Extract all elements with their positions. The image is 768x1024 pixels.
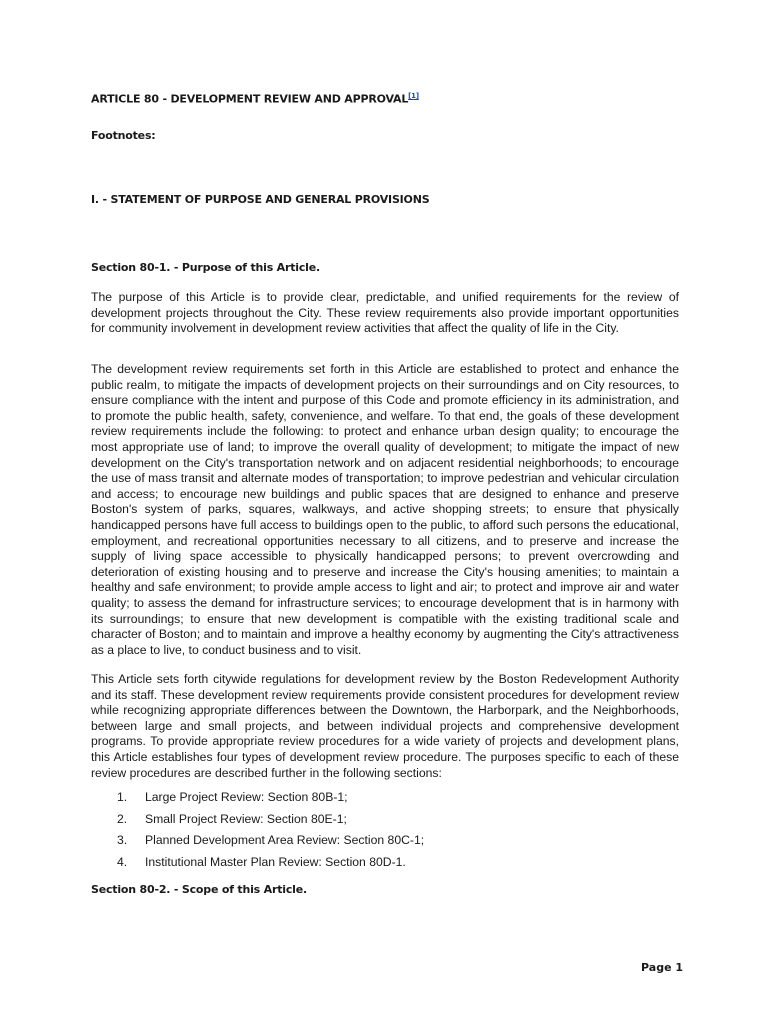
section-80-2-title: Section 80-2. - Scope of this Article. [91,883,307,896]
review-procedures-list [91,790,679,876]
list-item-text: Large Project Review: Section 80B-1; [145,790,348,804]
page-number: Page 1 [641,961,684,974]
list-item-number: 4. [117,854,128,869]
part-title: I. - STATEMENT OF PURPOSE AND GENERAL PROVISIONS [91,193,430,206]
list-item [91,790,679,812]
list-item [91,812,679,834]
list-item-number: 3. [117,833,128,848]
section-80-1-paragraph-2: The development review requirements set forth in this Article are established to protect and enhance the public realm, to mitigate the impacts of development projects on their surroundings and on City resources, to ensure compliance with the intent and purpose of this Code and promote efficiency in its administration, and to promote the public health, safety, convenience, and welfare. To that end, the goals of these development review requirements include the following: to protect and enhance urban design quality; to encourage the most appropriate use of land; to improve the overall quality of development; to mitigate the impact of new development on the City's transportation network and on adjacent residential neighborhoods; to encourage the use of mass transit and alternate modes of transportation; to improve pedestrian and vehicular circulation and access; to encourage new buildings and public spaces that are designed to enhance and preserve Boston's system of parks, squares, walkways, and active shopping streets; to ensure that physically handicapped persons have full access to buildings open to the public, to afford such persons the educational, employment, and recreational opportunities necessary to all citizens, and to preserve and increase the supply of living space accessible to physically handicapped persons; to prevent overcrowding and deterioration of existing housing and to preserve and increase the City's housing amenities; to maintain a healthy and safe environment; to provide ample access to light and air; to protect and improve air and water quality; to assess the demand for infrastructure services; to encourage development that is in harmony with its surroundings; to ensure that new development is compatible with the existing traditional scale and character of Boston; and to maintain and improve a healthy economy by augmenting the City's attractiveness as a place to live, to conduct business and to visit. [91,362,679,657]
list-item-text: Institutional Master Plan Review: Section 80D-1. [145,854,406,869]
list-item-text: Planned Development Area Review: Section 80C-1; [145,833,425,848]
section-80-1-paragraph-1: The purpose of this Article is to provide clear, predictable, and unified requirements for the review of development projects throughout the City. These review requirements also provide important opportunities for community involvement in development review activities that affect the quality of life in the City. [91,290,679,336]
footnote-reference-link[interactable]: [1] [408,92,419,100]
list-item-number: 1. [117,790,128,804]
section-80-1-paragraph-3: This Article sets forth citywide regulations for development review by the Boston Redevelopment Authority and its staff. These development review requirements provide consistent procedures for development review while recognizing appropriate differences between the Downtown, the Harborpark, and the Neighborhoods, between large and small projects, and between individual projects and comprehensive development programs. To provide appropriate review procedures for a wide variety of projects and development plans, this Article establishes four types of development review procedure. The purposes specific to each of these review procedures are described further in the following sections: [91,672,679,780]
list-item-number: 2. [117,811,128,826]
article-title-text: ARTICLE 80 - DEVELOPMENT REVIEW AND APPROVAL [91,92,409,106]
list-item [91,855,679,877]
article-title [91,92,419,106]
list-item [91,833,679,855]
section-80-1-title: Section 80-1. - Purpose of this Article. [91,261,320,274]
footnotes-label: Footnotes: [91,129,156,142]
list-item-text: Small Project Review: Section 80E-1; [145,811,347,826]
